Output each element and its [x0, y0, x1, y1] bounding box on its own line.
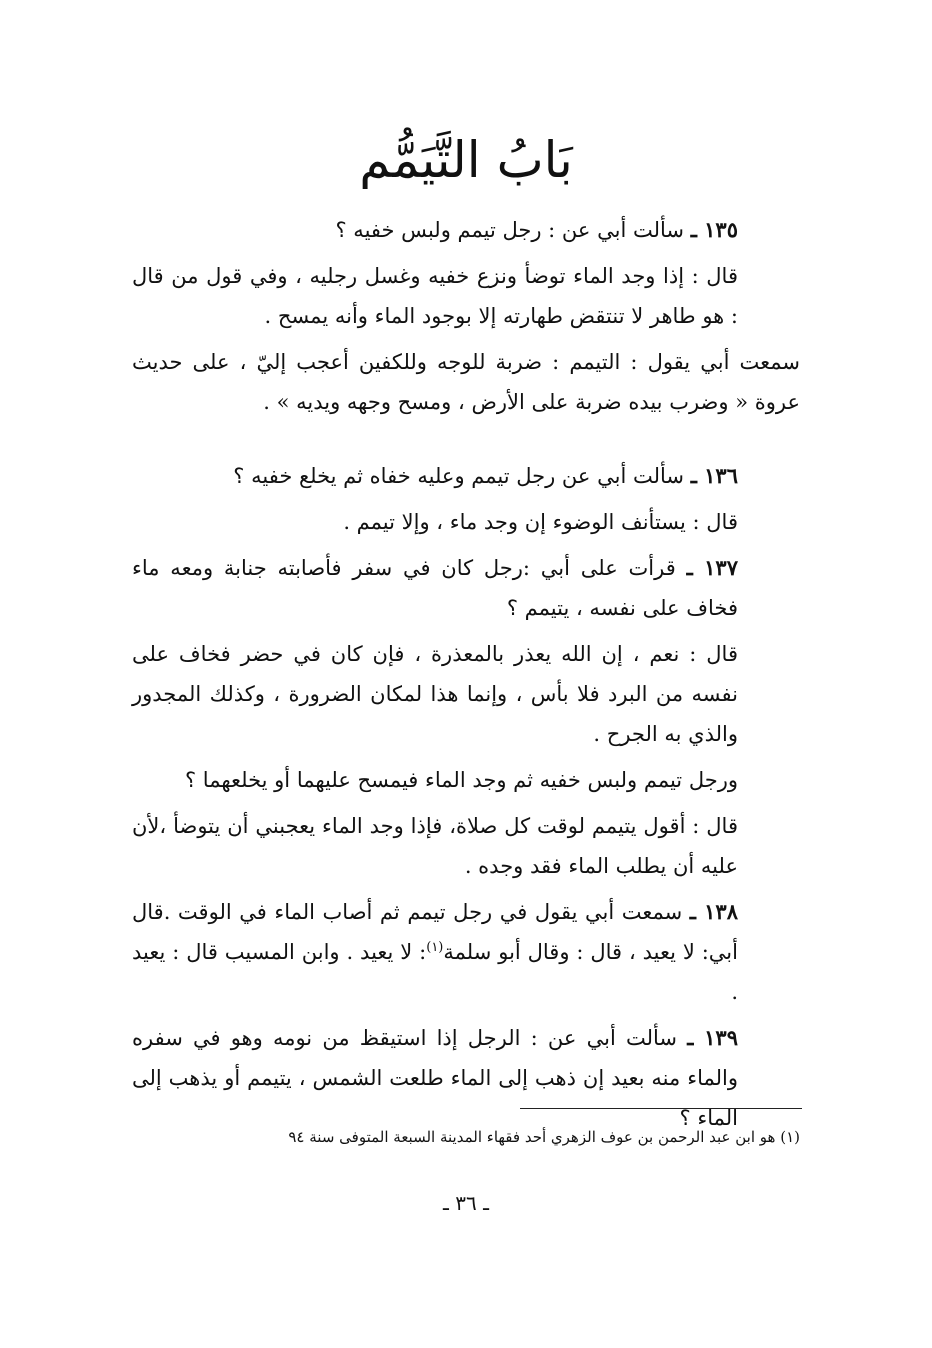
paragraph-text: سألت أبي عن : الرجل إذا استيقظ من نومه وهو في سفره والماء منه بعيد إن ذهب إلى الماء طلعت الشمس ، يتيمم أو يذهب إلى الماء ؟ [132, 1026, 738, 1130]
paragraph-answer [132, 502, 800, 542]
paragraph-answer [132, 256, 800, 336]
body-text [132, 210, 800, 1144]
paragraph-136 [132, 456, 800, 496]
footnote: (١) هو ابن عبد الرحمن بن عوف الزهري أحد فقهاء المدينة السبعة المتوفى سنة ٩٤ [288, 1128, 800, 1146]
paragraph-text: سألت أبي عن رجل تيمم وعليه خفاه ثم يخلع خفيه ؟ [233, 464, 684, 488]
paragraph-text: ورجل تيمم ولبس خفيه ثم وجد الماء فيمسح عليهما أو يخلعهما ؟ [184, 768, 738, 792]
paragraph-question [132, 760, 800, 800]
paragraph-135 [132, 210, 800, 250]
paragraph-number: ١٣٦ ـ [690, 463, 738, 488]
paragraph-answer [132, 806, 800, 886]
paragraph-text: قال : إذا وجد الماء توضأ ونزع خفيه وغسل رجليه ، وفي قول من قال : هو طاهر لا تنتقض طهارته إلا بوجود الماء وأنه يمسح . [132, 264, 738, 328]
paragraph-text-block [132, 342, 800, 422]
footnote-reference: (١) [426, 940, 444, 955]
paragraph-text: قال : يستأنف الوضوء إن وجد ماء ، وإلا تيمم . [343, 510, 738, 534]
paragraph-text: قال : أقول يتيمم لوقت كل صلاة، فإذا وجد الماء يعجبني أن يتوضأ ،لأن عليه أن يطلب الماء فقد وجده . [132, 814, 738, 878]
paragraph-text: قال : نعم ، إن الله يعذر بالمعذرة ، فإن كان في حضر فخاف على نفسه من البرد فلا بأس ، وإنما هذا لمكان الضرورة ، وكذلك المجدور والذي به الجرح . [132, 642, 738, 746]
footnote-divider [520, 1108, 802, 1109]
paragraph-137 [132, 548, 800, 628]
paragraph-number: ١٣٥ ـ [690, 217, 738, 242]
paragraph-answer [132, 634, 800, 754]
paragraph-text: سألت أبي عن : رجل تيمم ولبس خفيه ؟ [335, 218, 684, 242]
paragraph-text: سمعت أبي يقول في رجل تيمم ثم أصاب الماء في الوقت .قال أبي: لا يعيد ، قال : وقال أبو سلمة [132, 900, 738, 964]
paragraph-number: ١٣٧ ـ [686, 555, 738, 580]
paragraph-text: : لا يعيد . وابن المسيب قال : يعيد . [132, 940, 738, 1004]
paragraph-text: قرأت على أبي :رجل كان في سفر فأصابته جنابة ومعه ماء فخاف على نفسه ، يتيمم ؟ [132, 556, 738, 620]
page-number: ـ ٣٦ ـ [443, 1191, 489, 1215]
paragraph-138 [132, 892, 800, 1012]
paragraph-text: سمعت أبي يقول : التيمم : ضربة للوجه وللكفين أعجب إليّ ، على حديث عروة « وضرب بيده ضربة على الأرض ، ومسح وجهه ويديه » . [132, 350, 800, 414]
paragraph-number: ١٣٩ ـ [687, 1025, 738, 1050]
paragraph-139 [132, 1018, 800, 1138]
paragraph-number: ١٣٨ ـ [689, 899, 738, 924]
chapter-title: بَابُ التَّيَمُّم [359, 131, 573, 189]
